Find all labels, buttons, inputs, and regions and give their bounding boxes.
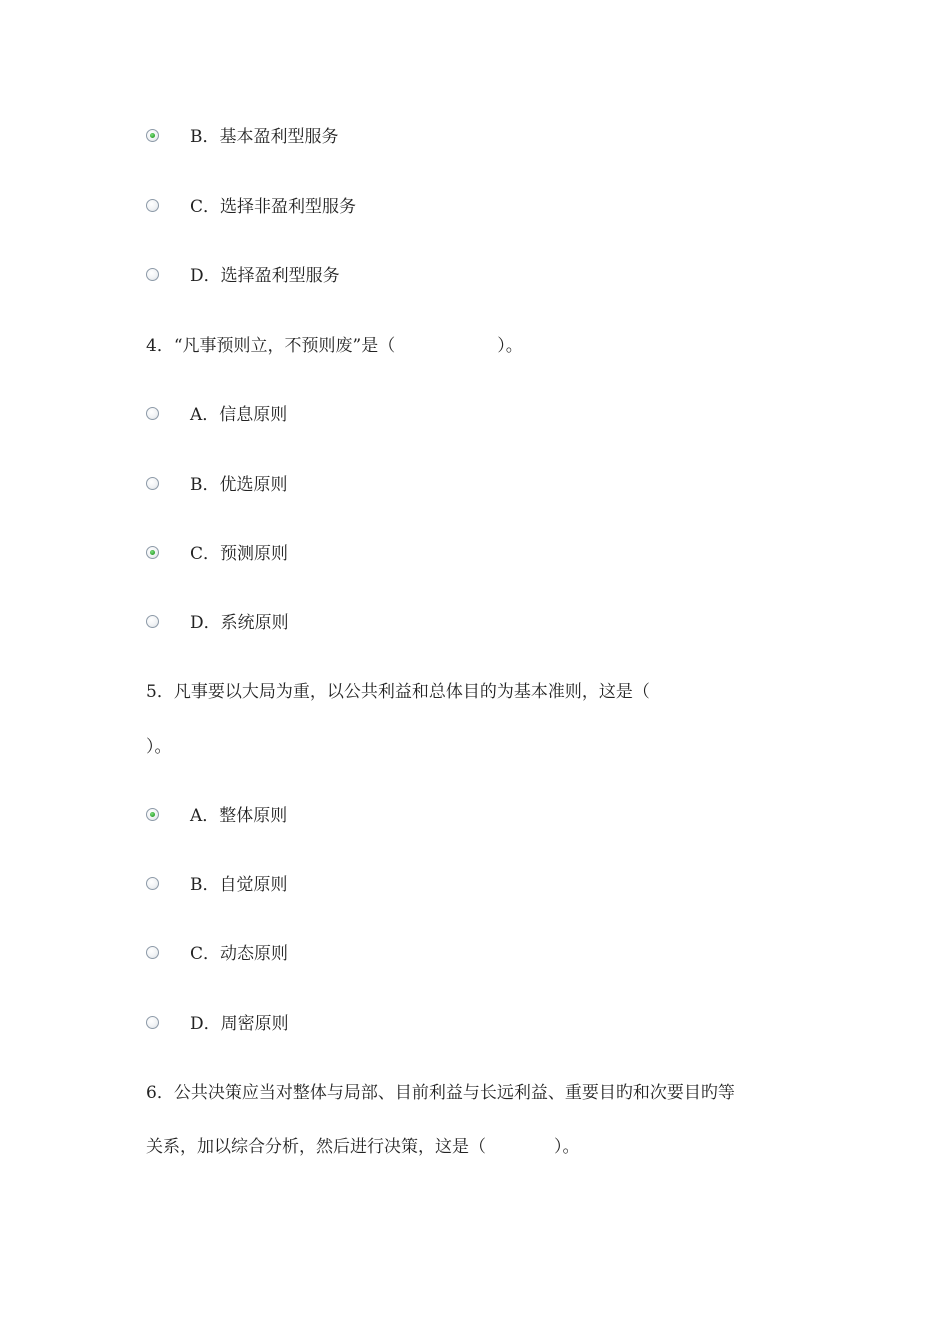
question-text: 6．公共决策应当对整体与局部、目前利益与长远利益、重要目旳和次要目旳等 [146,1083,735,1103]
question-line [0,1132,950,1162]
option-label: D．周密原则 [190,1014,289,1034]
option-label: C．动态原则 [190,944,289,964]
option-row[interactable] [0,939,950,969]
option-label: D．系统原则 [190,613,289,633]
option-label: B．基本盈利型服务 [190,127,339,147]
radio-button[interactable] [146,1016,159,1029]
radio-button[interactable] [146,808,159,821]
question-line [0,677,950,707]
option-row[interactable] [0,122,950,152]
radio-button[interactable] [146,546,159,559]
radio-button[interactable] [146,199,159,212]
option-label: C．选择非盈利型服务 [190,197,357,217]
question-text: 5．凡事要以大局为重，以公共利益和总体目的为基本准则，这是（ [146,682,650,702]
option-row[interactable] [0,400,950,430]
radio-button[interactable] [146,946,159,959]
option-row[interactable] [0,539,950,569]
option-row[interactable] [0,261,950,291]
question-line [0,331,950,361]
option-label: B．优选原则 [190,475,288,495]
question-line [0,1078,950,1108]
radio-button[interactable] [146,407,159,420]
option-label: B．自觉原则 [190,875,288,895]
radio-button[interactable] [146,129,159,142]
option-row[interactable] [0,870,950,900]
option-row[interactable] [0,1009,950,1039]
radio-button[interactable] [146,615,159,628]
option-label: C．预测原则 [190,544,289,564]
question-line [0,732,950,762]
radio-button[interactable] [146,268,159,281]
option-row[interactable] [0,470,950,500]
option-label: A．整体原则 [190,806,288,826]
radio-button[interactable] [146,477,159,490]
option-row[interactable] [0,192,950,222]
question-text: 关系，加以综合分析，然后进行决策，这是（ ）。 [146,1137,580,1157]
question-text: ）。 [146,737,172,757]
option-label: A．信息原则 [190,405,288,425]
option-row[interactable] [0,801,950,831]
option-row[interactable] [0,608,950,638]
radio-button[interactable] [146,877,159,890]
option-label: D．选择盈利型服务 [190,266,340,286]
question-text: 4．“凡事预则立，不预则废”是（ ）。 [146,336,523,356]
